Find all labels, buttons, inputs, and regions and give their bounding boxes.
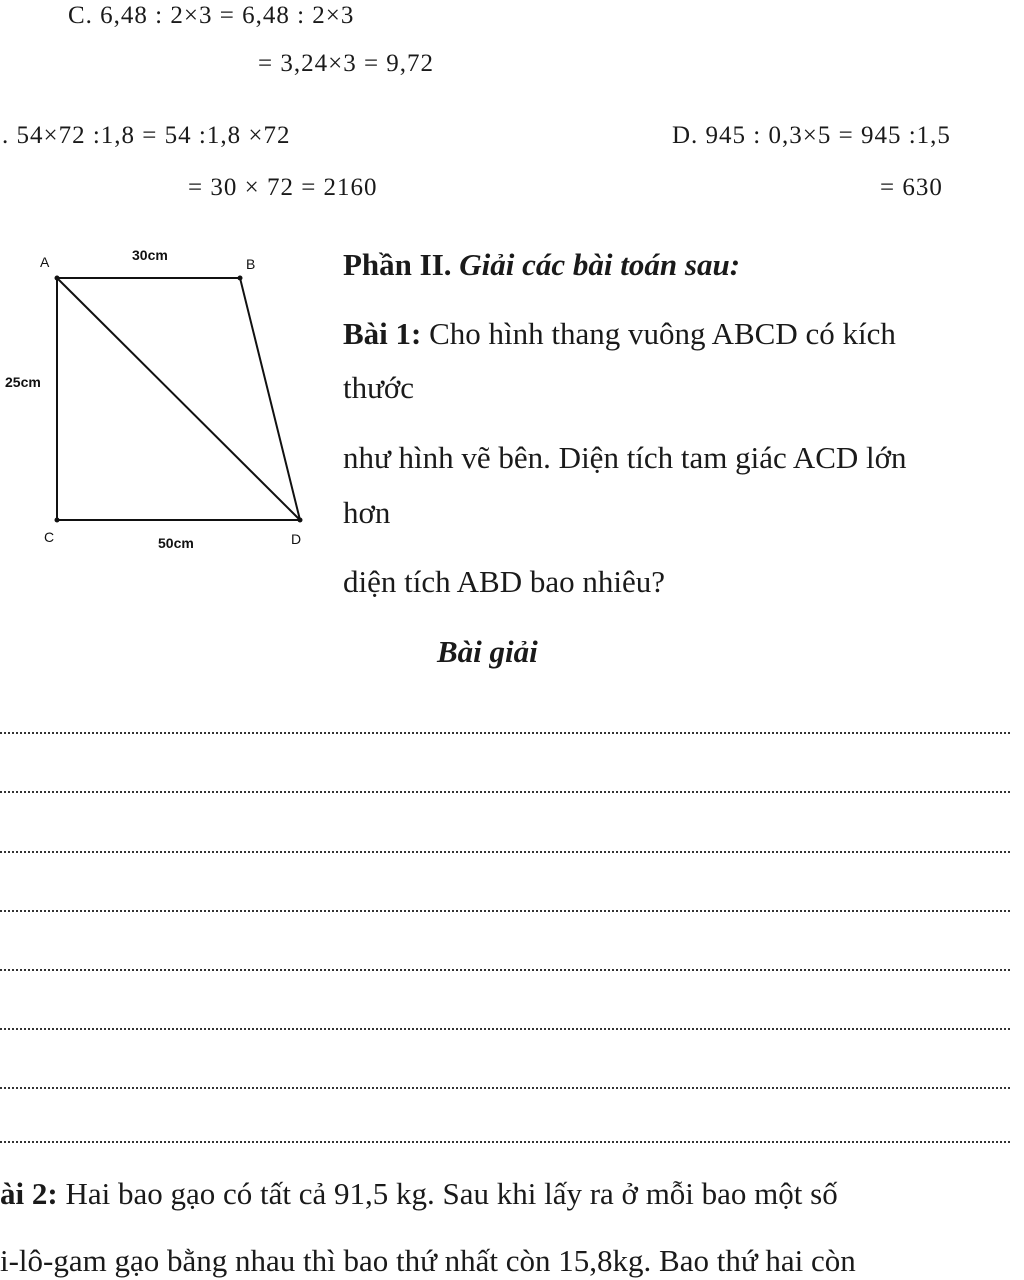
bai1-line2: thước: [343, 370, 415, 405]
dim-label-top: 30cm: [132, 247, 168, 263]
bai1-line1: [343, 318, 896, 349]
part2-heading-italic: Giải các bài toán sau:: [459, 247, 741, 282]
answer-line: [0, 1028, 1010, 1030]
point-a: [55, 276, 60, 281]
math-d-line1: D. 945 : 0,3×5 = 945 :1,5: [672, 122, 951, 149]
answer-line: [0, 851, 1010, 853]
bai2-line2: i-lô-gam gạo bằng nhau thì bao thứ nhất còn 15,8kg. Bao thứ hai còn: [0, 1243, 856, 1278]
math-b-line2: = 30 × 72 = 2160: [188, 174, 378, 201]
bai2-label: ài 2:: [0, 1176, 58, 1211]
diagonal-ad: [57, 278, 300, 520]
bai1-line4: hơn: [343, 495, 391, 530]
answer-line: [0, 732, 1010, 734]
vertex-label-d: D: [291, 531, 302, 547]
bai1-text1: Cho hình thang vuông ABCD có kích: [421, 316, 896, 351]
bai1-line3: như hình vẽ bên. Diện tích tam giác ACD lớn: [343, 440, 907, 475]
trapezoid-figure: [0, 240, 330, 560]
part2-heading: [343, 249, 740, 280]
point-c: [55, 518, 60, 523]
point-b: [238, 276, 243, 281]
answer-line: [0, 1141, 1010, 1143]
bai1-line5: diện tích ABD bao nhiêu?: [343, 564, 665, 599]
answer-line: [0, 910, 1010, 912]
answer-line: [0, 969, 1010, 971]
point-d: [298, 518, 303, 523]
math-c-line2: = 3,24×3 = 9,72: [258, 50, 435, 77]
bai2-line1: [0, 1178, 838, 1209]
math-c-line1: C. 6,48 : 2×3 = 6,48 : 2×3: [68, 2, 355, 29]
vertex-label-a: A: [40, 254, 50, 270]
math-b-line1: . 54×72 :1,8 = 54 :1,8 ×72: [2, 122, 291, 149]
bai1-label: Bài 1:: [343, 316, 422, 351]
answer-line: [0, 791, 1010, 793]
math-d-line2: = 630: [880, 174, 943, 201]
dim-label-left: 25cm: [5, 374, 41, 390]
answer-line: [0, 1087, 1010, 1089]
bai2-text1: Hai bao gạo có tất cả 91,5 kg. Sau khi lấy ra ở mỗi bao một số: [57, 1176, 838, 1211]
vertex-label-c: C: [44, 529, 55, 545]
solution-heading: Bài giải: [437, 634, 538, 669]
vertex-label-b: B: [246, 256, 256, 272]
part2-heading-bold: Phần II.: [343, 247, 452, 282]
dim-label-bottom: 50cm: [158, 535, 194, 551]
